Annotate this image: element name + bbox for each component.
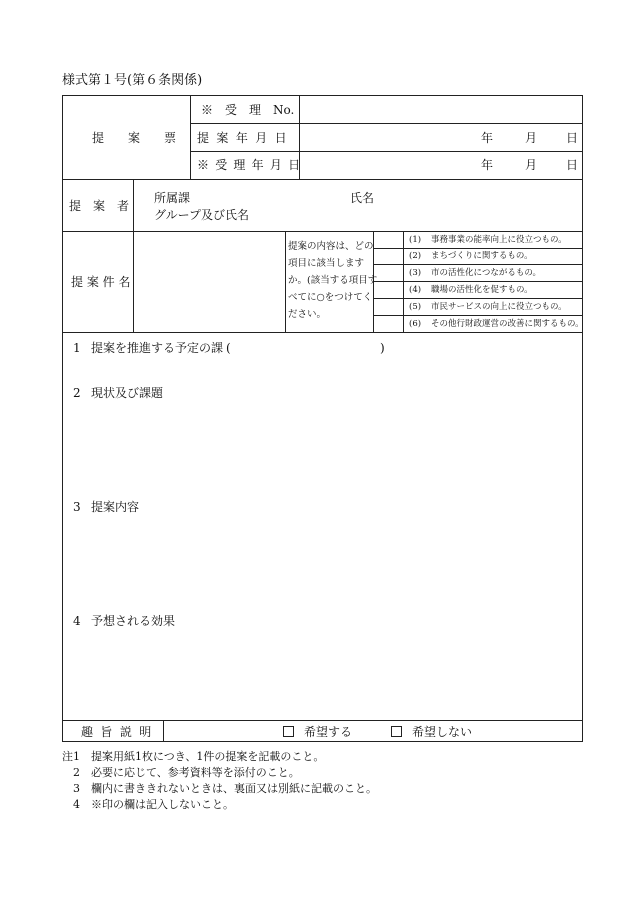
dept-label: 所属課: [154, 191, 191, 205]
divider: [63, 720, 583, 721]
divider: [373, 298, 583, 299]
item-number: (6): [409, 319, 422, 329]
checkbox-icon[interactable]: [391, 726, 402, 737]
form-title: 様式第１号(第６条関係): [62, 73, 203, 88]
option-decline[interactable]: [391, 726, 472, 738]
receipt-day: 日: [566, 158, 579, 172]
sheet-label: 提 案 票: [92, 131, 177, 145]
option-decline-label: 希望しない: [412, 725, 473, 739]
proposal-form: [62, 95, 583, 742]
divider: [373, 248, 583, 249]
item-number: (3): [409, 268, 422, 278]
divider: [373, 264, 583, 265]
divider: [63, 332, 583, 333]
explanation-label: 趣 旨 説 明: [81, 725, 154, 739]
item-number: (4): [409, 285, 422, 295]
proposer-label: 提 案 者: [69, 199, 130, 213]
divider: [373, 281, 583, 282]
proposal-date-label: 提 案 年 月 日: [197, 131, 289, 145]
proposal-year: 年: [481, 131, 494, 145]
option-request-label: 希望する: [304, 725, 353, 739]
divider: [63, 231, 583, 232]
category-label: 提 案 件 名: [71, 275, 131, 289]
name-label: 氏名: [350, 191, 375, 205]
paren-open: (: [226, 341, 231, 355]
item-number: (1): [409, 235, 422, 245]
section-1-label: 提案を推進する予定の課: [91, 341, 224, 355]
divider: [190, 96, 191, 179]
divider: [285, 231, 286, 332]
section-number: 3: [73, 500, 81, 514]
note-item: 4 ※印の欄は記入しないこと。: [62, 798, 234, 811]
divider: [373, 315, 583, 316]
question-line: 項目に該当します: [288, 258, 365, 269]
item-text: 市の活性化につながるもの。: [431, 268, 541, 278]
item-text: 市民サービスの向上に役立つもの。: [431, 302, 567, 312]
proposal-day: 日: [566, 131, 579, 145]
divider: [403, 231, 404, 332]
note-item: 2 必要に応じて、参考資料等を添付のこと。: [62, 766, 300, 779]
option-request[interactable]: [283, 726, 352, 738]
item-number: (2): [409, 251, 422, 261]
receipt-month: 月: [525, 158, 538, 172]
question-line: 提案の内容は、どの: [288, 241, 374, 252]
notes: [62, 749, 377, 813]
question-line: ださい。: [288, 309, 327, 320]
note-item: 注1 提案用紙1枚につき、1件の提案を記載のこと。: [62, 750, 325, 763]
divider: [163, 720, 164, 742]
item-text: まちづくりに関するもの。: [431, 251, 533, 261]
item-text: 事務事業の能率向上に役立つもの。: [431, 235, 567, 245]
item-text: その他行財政運営の改善に関するもの。: [431, 319, 584, 329]
proposal-month: 月: [525, 131, 538, 145]
divider: [190, 151, 583, 152]
divider: [190, 123, 583, 124]
divider: [63, 179, 583, 180]
question-line: べてに○をつけてく: [288, 292, 373, 303]
item-text: 職場の活性化を促すもの。: [431, 285, 533, 295]
section-number: 1: [73, 341, 81, 355]
section-2-label: 現状及び課題: [91, 386, 164, 400]
receipt-date-label: ※ 受 理 年 月 日: [197, 158, 302, 172]
question-line: か。(該当する項目す: [288, 275, 378, 286]
group-label: グループ及び氏名: [154, 208, 250, 222]
receipt-no-label: ※ 受 理 No.: [201, 103, 295, 117]
divider: [133, 179, 134, 332]
section-number: 4: [73, 614, 81, 628]
section-3-label: 提案内容: [91, 500, 140, 514]
section-number: 2: [73, 386, 81, 400]
section-4-label: 予想される効果: [91, 614, 176, 628]
item-number: (5): [409, 302, 422, 312]
note-item: 3 欄内に書ききれないときは、裏面又は別紙に記載のこと。: [62, 782, 377, 795]
receipt-year: 年: [481, 158, 494, 172]
checkbox-icon[interactable]: [283, 726, 294, 737]
paren-close: ): [380, 341, 385, 355]
